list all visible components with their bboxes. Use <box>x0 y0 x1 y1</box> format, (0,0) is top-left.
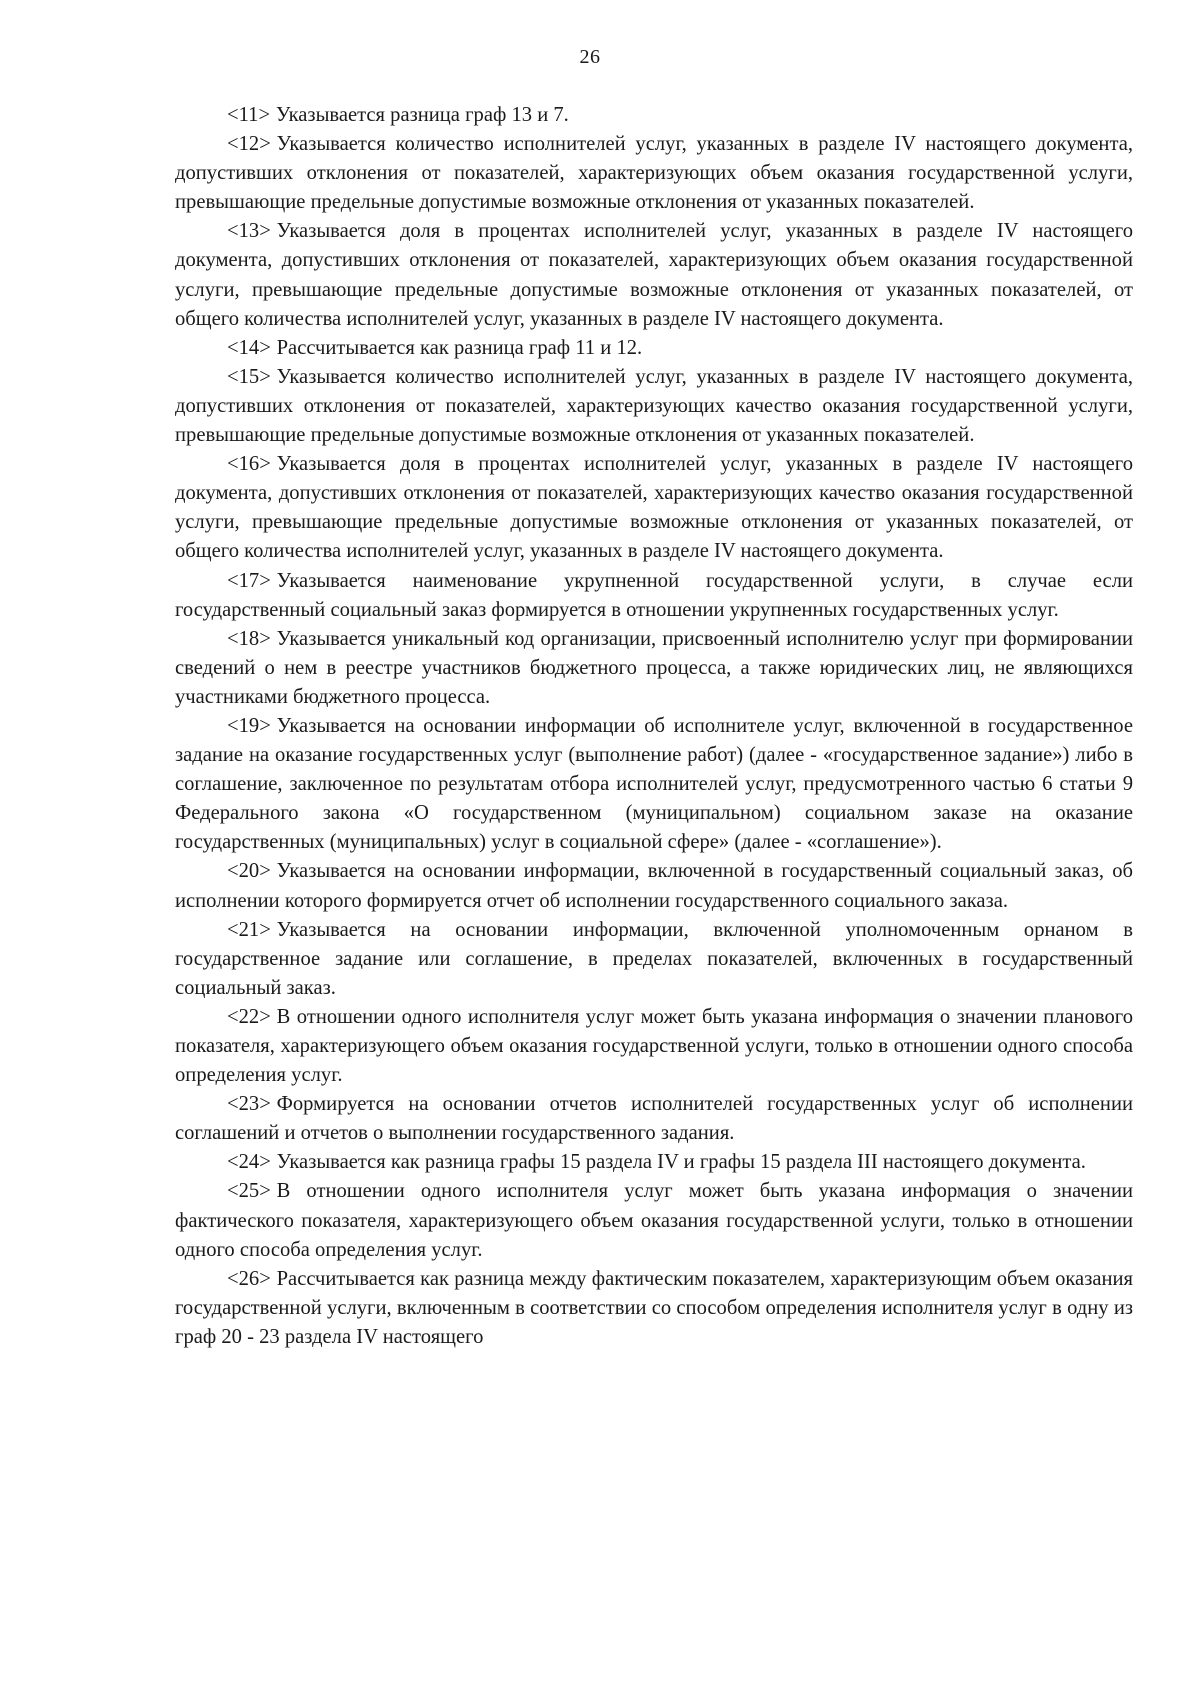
footnote <box>175 1003 1133 1090</box>
footnote-text: Указывается на основании информации, включенной уполномоченным орнаном в государственное задание или соглашение, в пределах показателей, включенных в государственный социальный заказ. <box>175 918 1133 999</box>
footnote-text: Указывается доля в процентах исполнителей услуг, указанных в разделе IV настоящего документа, допустивших отклонения от показателей, характеризующих качество оказания государственной услуги, превышающие предельные допустимые возможные отклонения от указанных показателей, от общего количества исполнителей услуг, указанных в разделе IV настоящего документа. <box>175 453 1133 563</box>
page-number: 26 <box>579 46 601 68</box>
footnote-marker: <15> <box>227 365 271 388</box>
footnote <box>175 450 1133 566</box>
footnote-marker: <20> <box>227 860 271 883</box>
footnote-marker: <22> <box>227 1005 271 1028</box>
footnote <box>175 130 1133 217</box>
footnote <box>175 1177 1133 1264</box>
footnote <box>175 625 1133 712</box>
footnote-text: Указывается уникальный код организации, присвоенный исполнителю услуг при формировании сведений о нем в реестре участников бюджетного процесса, а также юридических лиц, не являющихся участниками бюджетного процесса. <box>175 627 1133 708</box>
footnote-text: Указывается на основании информации об исполнителе услуг, включенной в государственное задание на оказание государственных услуг (выполнение работ) (далее - «государственное задание») либо в соглашение, заключенное по результатам отбора исполнителей услуг, предусмотренного частью 6 статьи 9 Федерального закона «О государственном (муниципальном) социальном заказе на оказание государственных (муниципальных) услуг в социальной сфере» (далее - «соглашение»). <box>175 714 1133 854</box>
footnote-marker: <25> <box>227 1180 271 1203</box>
footnote-marker: <18> <box>227 627 271 650</box>
footnote-marker: <23> <box>227 1093 271 1116</box>
footnote <box>175 334 1133 363</box>
footnote <box>175 712 1133 857</box>
footnote-text: Рассчитывается как разница граф 11 и 12. <box>276 336 643 359</box>
footnote-marker: <13> <box>227 220 271 243</box>
footnotes-section <box>175 101 1133 1352</box>
footnote-marker: <16> <box>227 453 271 476</box>
footnote-text: Указывается разница граф 13 и 7. <box>275 104 569 126</box>
footnote-marker: <21> <box>227 918 271 941</box>
footnote <box>175 1265 1133 1352</box>
footnote-text: Указывается количество исполнителей услуг, указанных в разделе IV настоящего документа, допустивших отклонения от показателей, характеризующих объем оказания государственной услуги, превышающие предельные допустимые возможные отклонения от указанных показателей. <box>175 133 1133 214</box>
footnote-text: В отношении одного исполнителя услуг может быть указана информация о значении планового показателя, характеризующего объем оказания государственной услуги, только в отношении одного способа определения услуг. <box>175 1005 1133 1087</box>
footnote-text: Рассчитывается как разница между фактическим показателем, характеризующим объем оказания государственной услуги, включенным в соответствии со способом определения исполнителя услуг в одну из граф 20 - 23 раздела IV настоящего <box>175 1267 1133 1348</box>
footnote <box>175 217 1133 333</box>
footnote-text: В отношении одного исполнителя услуг может быть указана информация о значении фактического показателя, характеризующего объем оказания государственной услуги, только в отношении одного способа определения услуг. <box>175 1180 1133 1261</box>
footnote-marker: <26> <box>227 1267 271 1290</box>
footnote <box>175 567 1133 625</box>
footnote-text: Формируется на основании отчетов исполнителей государственных услуг об исполнении соглашений и отчетов о выполнении государственного задания. <box>175 1093 1133 1145</box>
footnote <box>175 1090 1133 1148</box>
footnote-marker: <17> <box>227 569 271 592</box>
footnote-marker: <19> <box>227 714 271 737</box>
footnote <box>175 916 1133 1003</box>
footnote <box>175 363 1133 450</box>
footnote-text: Указывается количество исполнителей услуг, указанных в разделе IV настоящего документа, допустивших отклонения от показателей, характеризующих качество оказания государственной услуги, превышающие предельные допустимые возможные отклонения от указанных показателей. <box>175 365 1133 447</box>
footnote <box>175 1148 1133 1177</box>
footnote-marker: <24> <box>227 1151 271 1174</box>
footnote <box>175 857 1133 915</box>
footnote-text: Указывается как разница графы 15 раздела IV и графы 15 раздела III настоящего документа. <box>276 1151 1086 1174</box>
footnote-text: Указывается доля в процентах исполнителей услуг, указанных в разделе IV настоящего документа, допустивших отклонения от показателей, характеризующих объем оказания государственной услуги, превышающие предельные допустимые возможные отклонения от указанных показателей, от общего количества исполнителей услуг, указанных в разделе IV настоящего документа. <box>175 220 1133 330</box>
footnote-text: Указывается на основании информации, включенной в государственный социальный заказ, об исполнении которого формируется отчет об исполнении государственного социального заказа. <box>175 860 1133 912</box>
footnote <box>175 101 1133 130</box>
footnote-marker: <14> <box>227 336 271 359</box>
footnote-marker: <11> <box>227 104 271 126</box>
footnote-marker: <12> <box>227 133 271 156</box>
footnote-text: Указывается наименование укрупненной государственной услуги, в случае если государственный социальный заказ формируется в отношении укрупненных государственных услуг. <box>175 569 1133 621</box>
